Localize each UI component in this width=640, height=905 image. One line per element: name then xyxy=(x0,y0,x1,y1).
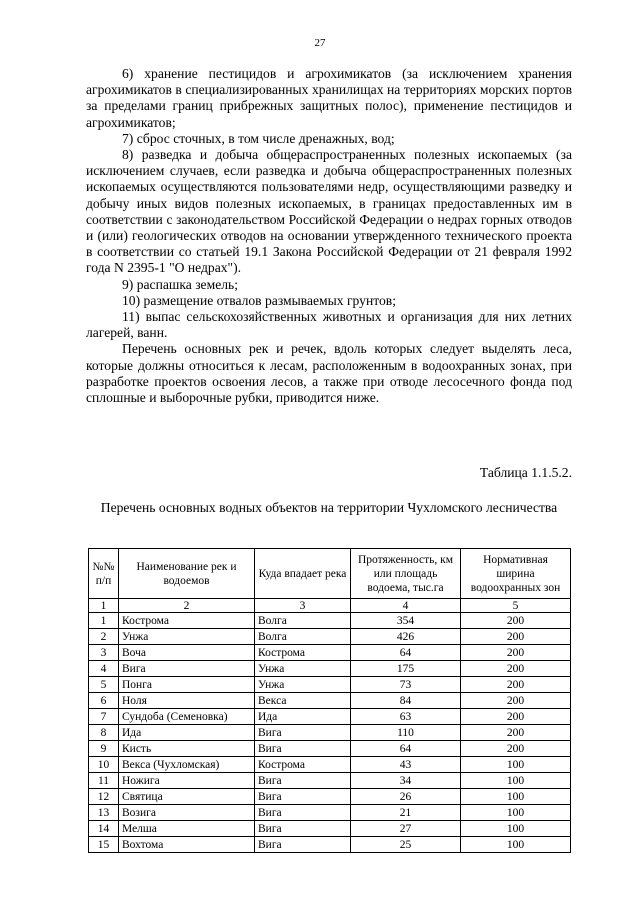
column-number: 1 xyxy=(89,599,119,613)
table-row xyxy=(89,741,571,757)
cell-name: Вига xyxy=(119,661,255,677)
table-row xyxy=(89,773,571,789)
cell-zone-width: 200 xyxy=(461,629,571,645)
table-row xyxy=(89,693,571,709)
table-row xyxy=(89,837,571,853)
page-number: 27 xyxy=(314,37,326,49)
cell-zone-width: 100 xyxy=(461,805,571,821)
cell-outflow: Унжа xyxy=(255,677,351,693)
cell-zone-width: 100 xyxy=(461,821,571,837)
cell-zone-width: 200 xyxy=(461,693,571,709)
header-name: Наименование рек и водоемов xyxy=(119,549,255,599)
cell-number: 2 xyxy=(89,629,119,645)
cell-number: 14 xyxy=(89,821,119,837)
cell-outflow: Кострома xyxy=(255,645,351,661)
cell-name: Вохтома xyxy=(119,837,255,853)
table-reference: Таблица 1.1.5.2. xyxy=(479,465,572,480)
cell-outflow: Вига xyxy=(255,821,351,837)
cell-outflow: Вига xyxy=(255,805,351,821)
cell-number: 6 xyxy=(89,693,119,709)
cell-length: 25 xyxy=(351,837,461,853)
cell-length: 64 xyxy=(351,645,461,661)
cell-name: Унжа xyxy=(119,629,255,645)
cell-length: 26 xyxy=(351,789,461,805)
cell-length: 63 xyxy=(351,709,461,725)
cell-zone-width: 100 xyxy=(461,837,571,853)
table-row xyxy=(89,645,571,661)
header-zone-width: Нормативная ширина водоохранных зон xyxy=(461,549,571,599)
cell-zone-width: 100 xyxy=(461,757,571,773)
table-title: Перечень основных водных объектов на территории Чухломского лесничества xyxy=(100,500,558,515)
cell-name: Ида xyxy=(119,725,255,741)
table-row xyxy=(89,661,571,677)
cell-name: Понга xyxy=(119,677,255,693)
cell-length: 43 xyxy=(351,757,461,773)
cell-outflow: Кострома xyxy=(255,757,351,773)
cell-outflow: Унжа xyxy=(255,661,351,677)
column-number: 2 xyxy=(119,599,255,613)
cell-name: Векса (Чухломская) xyxy=(119,757,255,773)
paragraph-item-11: 11) выпас сельскохозяйственных животных и организация для них летних лагерей, ванн. xyxy=(86,309,572,341)
cell-name: Кострома xyxy=(119,613,255,629)
cell-zone-width: 200 xyxy=(461,677,571,693)
body-text xyxy=(86,66,572,406)
table-row xyxy=(89,613,571,629)
cell-outflow: Вига xyxy=(255,741,351,757)
cell-name: Воча xyxy=(119,645,255,661)
cell-number: 1 xyxy=(89,613,119,629)
table-row xyxy=(89,805,571,821)
cell-length: 175 xyxy=(351,661,461,677)
cell-number: 13 xyxy=(89,805,119,821)
column-number-row xyxy=(89,599,571,613)
header-length: Протяженность, км или площадь водоема, тыс.га xyxy=(351,549,461,599)
cell-name: Сундоба (Семеновка) xyxy=(119,709,255,725)
paragraph-item-7: 7) сброс сточных, в том числе дренажных, вод; xyxy=(122,130,395,146)
cell-name: Святица xyxy=(119,789,255,805)
cell-outflow: Волга xyxy=(255,613,351,629)
rivers-table xyxy=(88,548,571,853)
cell-outflow: Вига xyxy=(255,725,351,741)
cell-number: 15 xyxy=(89,837,119,853)
cell-length: 110 xyxy=(351,725,461,741)
paragraph-item-9: 9) распашка земель; xyxy=(122,276,238,292)
cell-number: 4 xyxy=(89,661,119,677)
cell-length: 84 xyxy=(351,693,461,709)
cell-zone-width: 200 xyxy=(461,645,571,661)
cell-number: 7 xyxy=(89,709,119,725)
cell-name: Мелша xyxy=(119,821,255,837)
table-row xyxy=(89,821,571,837)
cell-number: 3 xyxy=(89,645,119,661)
cell-length: 426 xyxy=(351,629,461,645)
table-row xyxy=(89,725,571,741)
cell-zone-width: 200 xyxy=(461,613,571,629)
cell-zone-width: 200 xyxy=(461,725,571,741)
cell-length: 73 xyxy=(351,677,461,693)
cell-number: 11 xyxy=(89,773,119,789)
header-number: №№ п/п xyxy=(89,549,119,599)
column-number: 3 xyxy=(255,599,351,613)
cell-name: Кисть xyxy=(119,741,255,757)
cell-name: Ножига xyxy=(119,773,255,789)
cell-zone-width: 100 xyxy=(461,773,571,789)
table-row xyxy=(89,677,571,693)
cell-number: 9 xyxy=(89,741,119,757)
cell-zone-width: 200 xyxy=(461,661,571,677)
cell-outflow: Ида xyxy=(255,709,351,725)
table-row xyxy=(89,789,571,805)
cell-outflow: Волга xyxy=(255,629,351,645)
cell-outflow: Вига xyxy=(255,837,351,853)
cell-outflow: Вига xyxy=(255,789,351,805)
cell-length: 27 xyxy=(351,821,461,837)
cell-number: 8 xyxy=(89,725,119,741)
cell-number: 5 xyxy=(89,677,119,693)
paragraph-river-list-intro: Перечень основных рек и речек, вдоль которых следует выделять леса, которые должны относиться к лесам, расположенным в водоохранных зонах, при разработке проектов освоения лесов, а также при отводе лесосечного фонда под сплошные и выборочные рубки, приводится ниже. xyxy=(86,341,572,406)
column-number: 5 xyxy=(461,599,571,613)
header-outflow: Куда впадает река xyxy=(255,549,351,599)
cell-zone-width: 100 xyxy=(461,789,571,805)
cell-zone-width: 200 xyxy=(461,709,571,725)
cell-number: 12 xyxy=(89,789,119,805)
table-row xyxy=(89,629,571,645)
cell-length: 354 xyxy=(351,613,461,629)
cell-outflow: Вига xyxy=(255,773,351,789)
cell-outflow: Векса xyxy=(255,693,351,709)
paragraph-item-6: 6) хранение пестицидов и агрохимикатов (за исключением хранения агрохимикатов в специализированных хранилищах на территориях морских портов за пределами границ прибрежных защитных полос), применение пестицидов и агрохимикатов; xyxy=(86,66,572,130)
cell-name: Ноля xyxy=(119,693,255,709)
table-row xyxy=(89,709,571,725)
table-header-row xyxy=(89,549,571,599)
table-row xyxy=(89,757,571,773)
cell-length: 21 xyxy=(351,805,461,821)
cell-name: Возига xyxy=(119,805,255,821)
cell-length: 34 xyxy=(351,773,461,789)
paragraph-item-8: 8) разведка и добыча общераспространенных полезных ископаемых (за исключением случаев, если разведка и добыча общераспространенных полезных ископаемых осуществляются пользователями недр, осуществляющими разведку и добычу иных видов полезных ископаемых, в границах предоставленных им в соответствии с законодательством Российской Федерации о недрах горных отводов и (или) геологических отводов на основании утвержденного технического проекта в соответствии со статьей 19.1 Закона Российской Федерации от 21 февраля 1992 года N 2395-1 "О недрах"). xyxy=(86,147,572,276)
cell-length: 64 xyxy=(351,741,461,757)
cell-zone-width: 200 xyxy=(461,741,571,757)
paragraph-item-10: 10) размещение отвалов размываемых грунтов; xyxy=(122,292,396,308)
cell-number: 10 xyxy=(89,757,119,773)
column-number: 4 xyxy=(351,599,461,613)
